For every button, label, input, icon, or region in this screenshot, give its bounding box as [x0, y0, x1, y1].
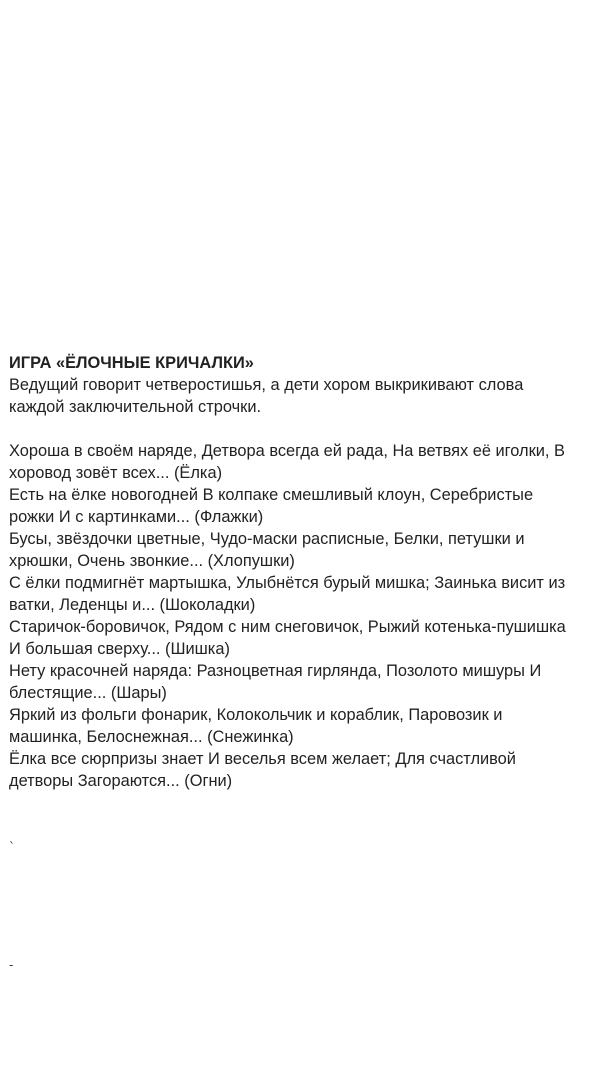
- verse-5: [9, 616, 600, 660]
- intro-line-2: каждой заключительной строчки.: [9, 398, 262, 416]
- verse-4: [9, 572, 600, 616]
- verse-line: Бусы, звёздочки цветные, Чудо-маски расписные, Белки, петушки и: [9, 530, 525, 548]
- verse-6: [9, 660, 600, 704]
- verse-3: [9, 528, 600, 572]
- stray-dash-mark: -: [9, 958, 14, 972]
- document-body: [9, 352, 600, 792]
- verse-line: Хороша в своём наряде, Детвора всегда ей рада, На ветвях её иголки, В: [9, 442, 565, 460]
- verse-line: детворы Загораются... (Огни): [9, 772, 233, 790]
- verse-line: Ёлка все сюрпризы знает И веселья всем желает; Для счастливой: [9, 750, 516, 768]
- verse-line: хоровод зовёт всех... (Ёлка): [9, 464, 223, 482]
- paragraph-gap: [9, 418, 600, 440]
- verse-8: [9, 748, 600, 792]
- verse-line: машинка, Белоснежная... (Снежинка): [9, 728, 294, 746]
- verse-line: С ёлки подмигнёт мартышка, Улыбнётся бурый мишка; Заинька висит из: [9, 574, 566, 592]
- verse-line: блестящие... (Шары): [9, 684, 167, 702]
- verse-2: [9, 484, 600, 528]
- verse-line: Яркий из фольги фонарик, Колокольчик и кораблик, Паровозик и: [9, 706, 503, 724]
- game-title: ИГРА «ЁЛОЧНЫЕ КРИЧАЛКИ»: [9, 354, 254, 372]
- verse-line: Есть на ёлке новогодней В колпаке смешливый клоун, Серебристые: [9, 486, 534, 504]
- verse-line: рожки И с картинками... (Флажки): [9, 508, 264, 526]
- verse-1: [9, 440, 600, 484]
- verse-line: И большая сверху... (Шишка): [9, 640, 230, 658]
- stray-backtick-mark: `: [9, 840, 15, 854]
- verse-7: [9, 704, 600, 748]
- verse-line: Нету красочней наряда: Разноцветная гирлянда, Позолото мишуры И: [9, 662, 542, 680]
- intro-line-1: Ведущий говорит четверостишья, а дети хором выкрикивают слова: [9, 376, 524, 394]
- verse-line: хрюшки, Очень звонкие... (Хлопушки): [9, 552, 295, 570]
- verse-line: Старичок-боровичок, Рядом с ним снеговичок, Рыжий котенька-пушишка: [9, 618, 566, 636]
- verse-line: ватки, Леденцы и... (Шоколадки): [9, 596, 256, 614]
